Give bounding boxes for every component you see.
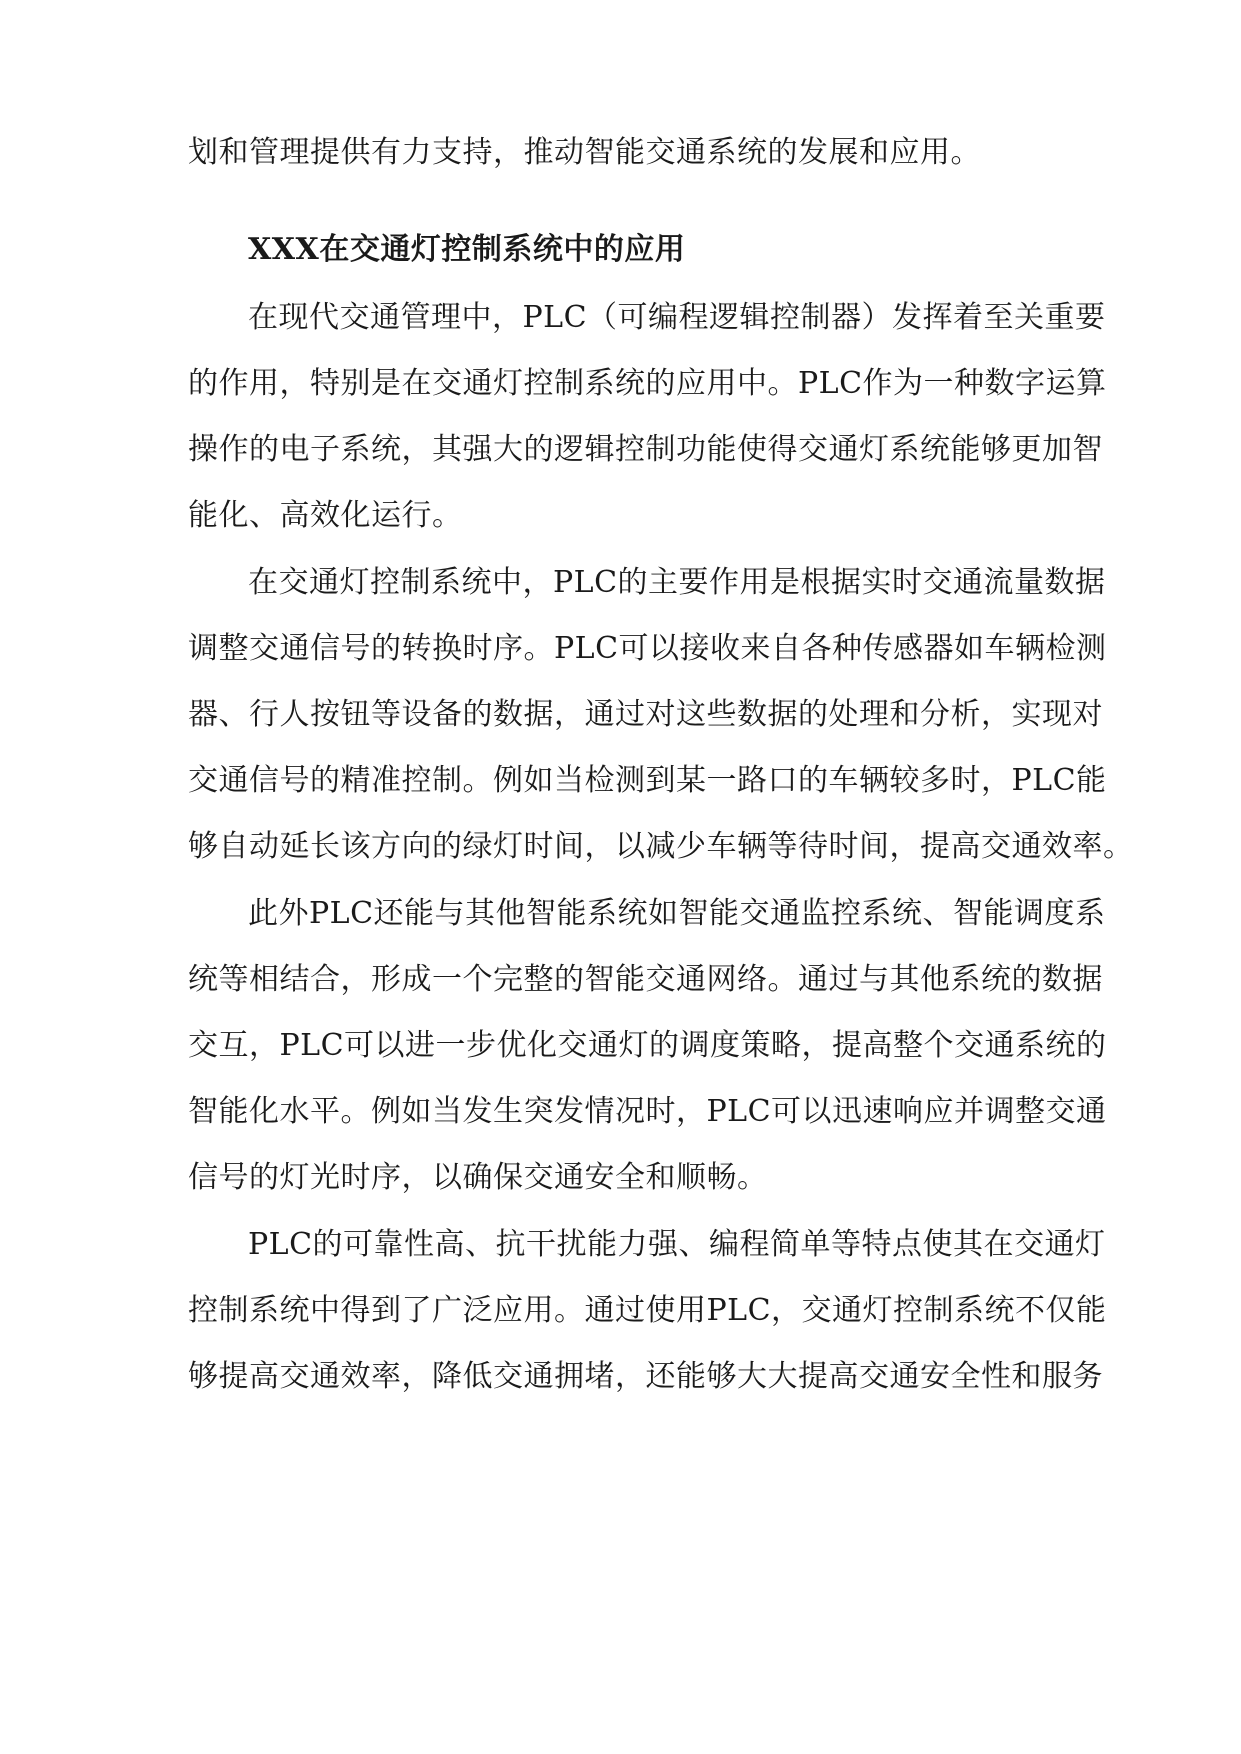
paragraph-line: 交通信号的精准控制。例如当检测到某一路口的车辆较多时，PLC能 (188, 763, 1107, 798)
paragraph-line: PLC的可靠性高、抗干扰能力强、编程简单等特点使其在交通灯 (248, 1227, 1106, 1262)
paragraph-line: 够自动延长该方向的绿灯时间，以减少车辆等待时间，提高交通效率。 (188, 829, 1134, 864)
paragraph-line: 此外PLC还能与其他智能系统如智能交通监控系统、智能调度系 (248, 896, 1106, 931)
paragraph-line: 操作的电子系统，其强大的逻辑控制功能使得交通灯系统能够更加智 (188, 432, 1103, 467)
paragraph-line: 够提高交通效率，降低交通拥堵，还能够大大提高交通安全性和服务 (188, 1359, 1103, 1394)
paragraph-line: 的作用，特别是在交通灯控制系统的应用中。PLC作为一种数字运算 (188, 366, 1107, 401)
paragraph-line: 信号的灯光时序，以确保交通安全和顺畅。 (188, 1160, 768, 1195)
section-heading: XXX在交通灯控制系统中的应用 (248, 232, 686, 267)
paragraph-line: 交互，PLC可以进一步优化交通灯的调度策略，提高整个交通系统的 (188, 1028, 1107, 1063)
paragraph-line: 在交通灯控制系统中，PLC的主要作用是根据实时交通流量数据 (248, 565, 1106, 600)
paragraph-line: 智能化水平。例如当发生突发情况时，PLC可以迅速响应并调整交通 (188, 1094, 1107, 1129)
paragraph-line: 统等相结合，形成一个完整的智能交通网络。通过与其他系统的数据 (188, 962, 1103, 997)
paragraph-line: 控制系统中得到了广泛应用。通过使用PLC，交通灯控制系统不仅能 (188, 1293, 1107, 1328)
paragraph-line: 器、行人按钮等设备的数据，通过对这些数据的处理和分析，实现对 (188, 697, 1103, 732)
paragraph-line: 在现代交通管理中，PLC（可编程逻辑控制器）发挥着至关重要 (248, 300, 1106, 335)
paragraph-line: 能化、高效化运行。 (188, 498, 463, 533)
continuation-line: 划和管理提供有力支持，推动智能交通系统的发展和应用。 (188, 135, 981, 170)
paragraph-line: 调整交通信号的转换时序。PLC可以接收来自各种传感器如车辆检测 (188, 631, 1107, 666)
